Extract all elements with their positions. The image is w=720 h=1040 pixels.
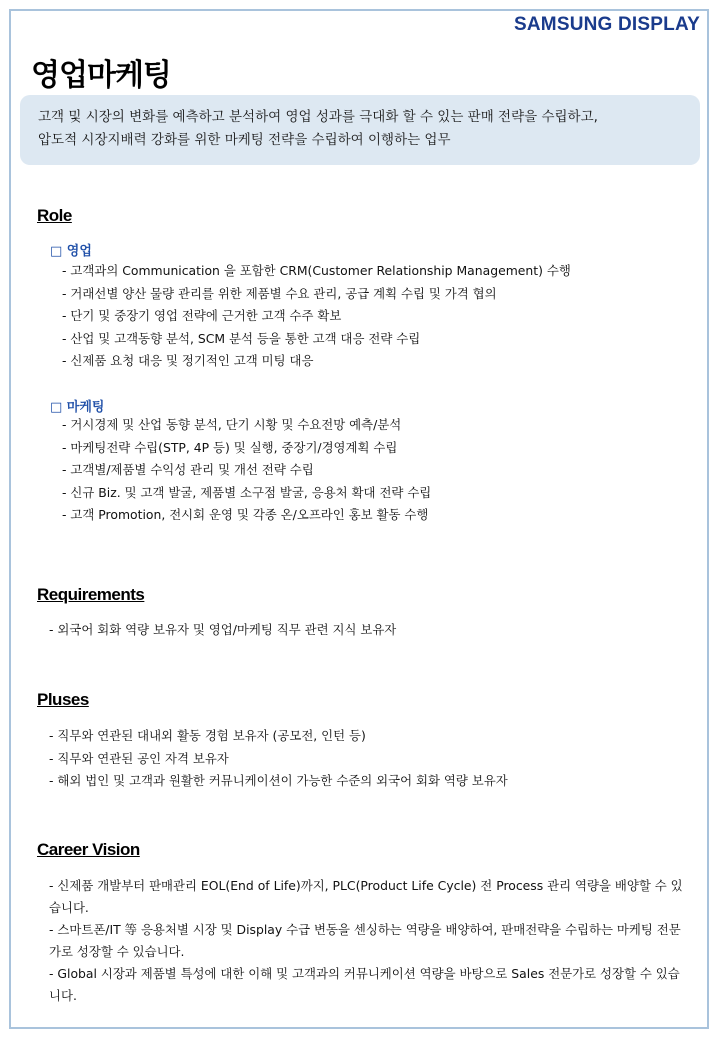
section-heading-requirements: Requirements <box>37 585 145 604</box>
list-item: - Global 시장과 제품별 특성에 대한 이해 및 고객과의 커뮤니케이션 역량을 바탕으로 Sales 전문가로 성장할 수 있습니다. <box>49 966 680 1003</box>
pluses-list <box>49 725 508 793</box>
list-item: - 해외 법인 및 고객과 원활한 커뮤니케이션이 가능한 수준의 외국어 회화 역량 보유자 <box>49 773 508 789</box>
list-item: - 직무와 연관된 공인 자격 보유자 <box>49 750 229 766</box>
list-item: - 신제품 개발부터 판매관리 EOL(End of Life)까지, PLC(Product Life Cycle) 전 Process 관리 역량을 배양할 수 있습니다. <box>49 878 683 915</box>
list-item: - 고객 Promotion, 전시회 운영 및 각종 온/오프라인 홍보 활동 수행 <box>62 507 429 523</box>
list-item: - 신제품 요청 대응 및 정기적인 고객 미팅 대응 <box>62 353 314 369</box>
section-heading-career-vision: Career Vision <box>37 840 140 859</box>
list-item: - 외국어 회화 역량 보유자 및 영업/마케팅 직무 관련 지식 보유자 <box>49 622 397 637</box>
page-title: 영업마케팅 <box>31 58 171 93</box>
section-heading-role: Role <box>37 206 72 225</box>
subsection-heading-marketing: □ 마케팅 <box>50 400 105 415</box>
sales-role-list <box>62 260 571 373</box>
brand-logo: SAMSUNG DISPLAY <box>514 14 700 35</box>
section-heading-pluses: Pluses <box>37 690 89 709</box>
list-item: - 산업 및 고객동향 분석, SCM 분석 등을 통한 고객 대응 전략 수립 <box>62 330 421 346</box>
summary-line: 고객 및 시장의 변화를 예측하고 분석하여 영업 성과를 극대화 할 수 있는 판매 전략을 수립하고, <box>38 109 598 125</box>
list-item: - 직무와 연관된 대내외 활동 경험 보유자 (공모전, 인턴 등) <box>49 728 366 743</box>
list-item: - 거래선별 양산 물량 관리를 위한 제품별 수요 관리, 공급 계획 수립 및 가격 협의 <box>62 285 497 301</box>
list-item: - 마케팅전략 수립(STP, 4P 등) 및 실행, 중장기/경영계획 수립 <box>62 439 398 455</box>
list-item: - 신규 Biz. 및 고객 발굴, 제품별 소구점 발굴, 응용처 확대 전략 수립 <box>62 484 432 500</box>
requirements-list <box>49 619 396 642</box>
job-summary-box <box>20 95 700 165</box>
summary-line: 압도적 시장지배력 강화를 위한 마케팅 전략을 수립하여 이행하는 업무 <box>38 132 451 148</box>
list-item: - 고객과의 Communication 을 포함한 CRM(Customer Relationship Management) 수행 <box>62 263 571 278</box>
list-item: - 거시경제 및 산업 동향 분석, 단기 시황 및 수요전망 예측/분석 <box>62 417 402 432</box>
marketing-role-list <box>62 414 431 527</box>
list-item: - 스마트폰/IT 等 응용처별 시장 및 Display 수급 변동을 센싱하는 역량을 배양하여, 판매전략을 수립하는 마케팅 전문가로 성장할 수 있습니다. <box>49 922 681 959</box>
subsection-heading-sales: □ 영업 <box>50 244 92 259</box>
list-item: - 고객별/제품별 수익성 관리 및 개선 전략 수립 <box>62 462 314 478</box>
list-item: - 단기 및 중장기 영업 전략에 근거한 고객 수주 확보 <box>62 308 342 324</box>
career-vision-list <box>49 875 689 1006</box>
